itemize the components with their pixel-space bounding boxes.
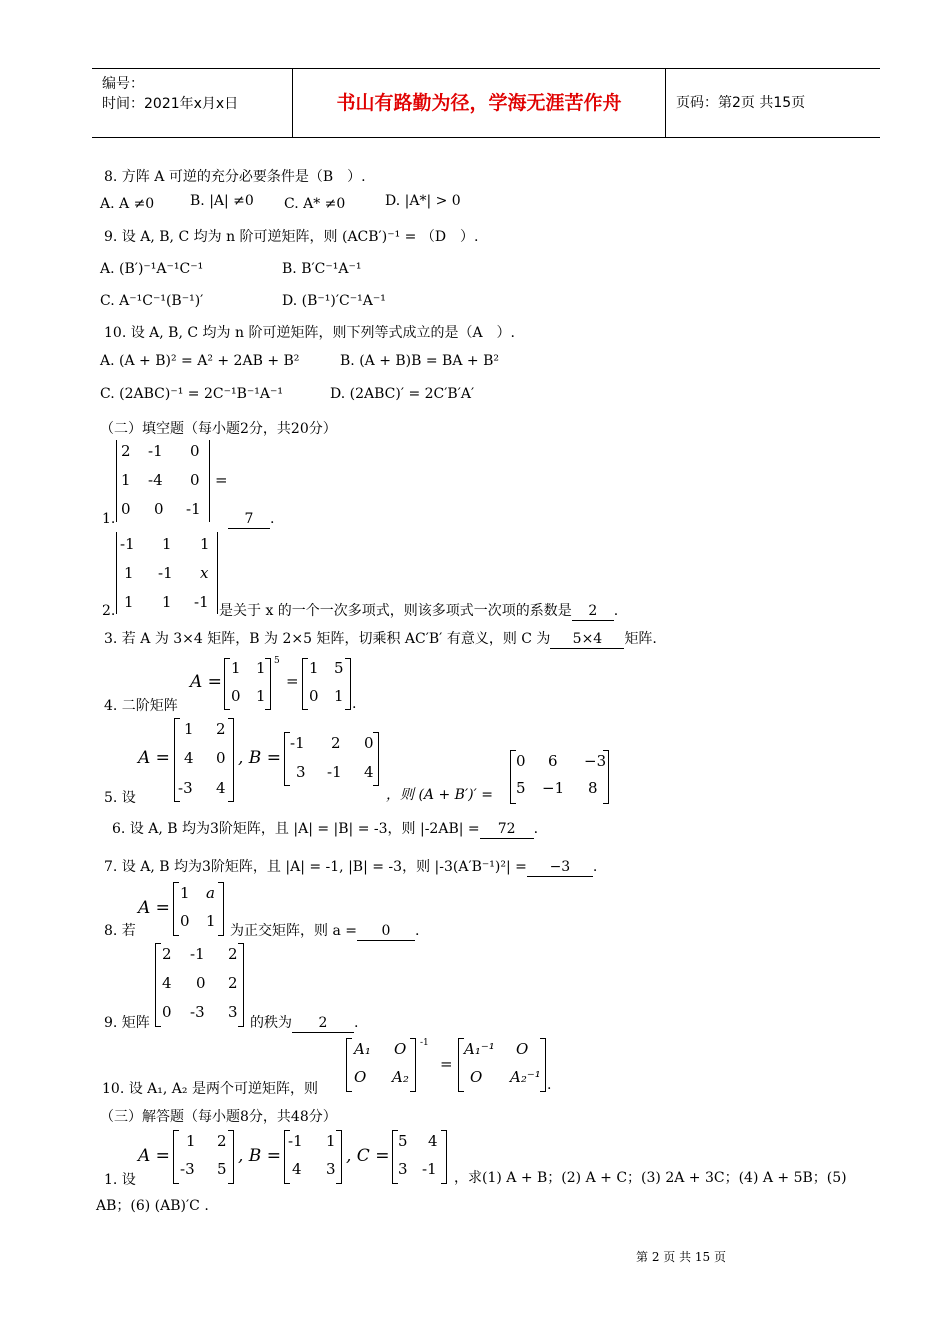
f2-number: 2. [102,603,116,619]
f8-bracket-left [173,882,179,936]
f2-cell: 1 [200,535,210,553]
f1-cell: 0 [154,500,164,518]
s1-b-cell: 1 [326,1132,336,1150]
s1-ask-continued: AB；(6) (AB)′C . [96,1198,209,1214]
q8-option-c: C. A* ≠0 [284,196,346,212]
f2-text: 是关于 x 的一个一次多项式，则该多项式一次项的系数是 [219,603,572,619]
f2-cell: 1 [162,535,172,553]
f5-r-cell: −3 [584,752,607,770]
f9-cell: 2 [162,945,172,963]
f4-cell: 1 [256,659,266,677]
f9-cell: -3 [190,1003,205,1021]
f8-cell: 1 [206,912,216,930]
f7-text: 7. 设 A, B 均为3阶矩阵，且 |A| = -1, |B| = -3，则 |-3(A′B⁻¹)²| = [104,859,527,875]
f8-text: 为正交矩阵，则 a = [230,923,357,939]
f3-answer: 5×4 [550,630,624,649]
f5-r-cell: 5 [516,779,526,797]
header-meta [92,69,293,137]
f5-a-cell: 1 [184,720,194,738]
f9-number: 9. 矩阵 [104,1015,150,1031]
s1-c-cell: 4 [428,1132,438,1150]
f8-cell: a [206,884,215,902]
f10-rhs-cell: A₁⁻¹ [464,1040,495,1058]
f10-inverse: -1 [420,1038,429,1048]
f2-cell: 1 [124,564,134,582]
q8-text: 8. 方阵 A 可逆的充分必要条件是（B ）. [104,169,366,185]
f5-r-cell: 8 [588,779,598,797]
f4-rhs-bracket-right [345,658,351,710]
f10-rhs-cell: O [516,1040,529,1058]
f6-text: 6. 设 A, B 均为3阶矩阵，且 |A| = |B| = -3，则 |-2AB| = [112,821,480,837]
f4-cell: 0 [231,687,241,705]
page-info: 页码：第2页 共15页 [676,95,806,111]
s1-b-cell: -1 [288,1132,303,1150]
f9-cell: 0 [196,974,206,992]
f10-bracket-right [410,1038,416,1092]
q10-option-b: B. (A + B)B = BA + B² [340,353,499,369]
f1-cell: 0 [190,471,200,489]
f10-cell: O [354,1068,367,1086]
f5-b-cell: 3 [296,763,306,781]
f2-cell: -1 [194,593,209,611]
s1-lhs-c: , C = [346,1146,390,1166]
s1-a-cell: -3 [180,1160,195,1178]
s1-a-cell: 1 [186,1132,196,1150]
s1-b-bracket-right [336,1130,342,1184]
q8-option-d: D. |A*| > 0 [385,193,461,209]
f4-cell: 1 [256,687,266,705]
q9-text: 9. 设 A, B, C 均为 n 阶可逆矩阵，则 (ACB′)⁻¹ = （D ）. [104,229,479,245]
f9-answer: 2 [292,1014,354,1033]
s1-lhs-b: , B = [238,1146,281,1166]
s1-c-cell: 5 [398,1132,408,1150]
f1-cell: -1 [186,500,201,518]
f8-answer: 0 [357,922,415,941]
f4-rhs-cell: 1 [309,659,319,677]
q9-option-c: C. A⁻¹C⁻¹(B⁻¹)′ [100,293,204,309]
f3-text-end: 矩阵. [624,631,657,647]
f5-b-cell: -1 [327,763,342,781]
f2-cell: -1 [120,535,135,553]
f2-cell: 1 [124,593,134,611]
f10-bracket-left [346,1038,352,1092]
f10-period: . [547,1077,552,1093]
f10-cell: A₂ [392,1068,409,1086]
f10-rhs-cell: O [470,1068,483,1086]
f4-period: . [352,696,357,712]
f9-cell: 2 [228,945,238,963]
f8-cell: 1 [180,884,190,902]
f1-cell: -4 [148,471,163,489]
s1-a-cell: 2 [217,1132,227,1150]
f5-a-cell: 0 [216,749,226,767]
f10-cell: O [394,1040,407,1058]
f4-bracket-right [265,658,271,710]
f9-text: 的秩为 [250,1015,292,1031]
f4-lhs: A = [190,672,222,692]
f3-line [104,630,657,649]
f6-line: 6. 设 A, B 均为3阶矩阵，且 |A| = |B| = -3，则 |-2AB| = 72 . [112,821,539,837]
f1-equals: = [215,471,228,489]
f5-lhs-a: A = [138,748,170,768]
s1-b-cell: 4 [292,1160,302,1178]
time-label: 时间：2021年x月x日 [102,96,239,112]
section-fill-in-heading: （二）填空题（每小题2分，共20分） [100,421,337,437]
f9-line: 的秩为 2 . [250,1015,359,1031]
q10-option-c: C. (2ABC)⁻¹ = 2C⁻¹B⁻¹A⁻¹ [100,386,283,402]
s1-b-cell: 3 [326,1160,336,1178]
f2-cell: 1 [162,593,172,611]
f5-a-cell: -3 [178,779,193,797]
f1-answer-line: 7 . [228,510,274,529]
f9-bracket-right [238,943,244,1027]
f4-rhs-cell: 5 [334,659,344,677]
s1-a-bracket-right [228,1130,234,1184]
f4-text: 4. 二阶矩阵 [104,698,178,714]
s1-a-bracket-left [173,1130,179,1184]
f2-cell: -1 [158,564,173,582]
f5-a-cell: 4 [216,779,226,797]
q10-option-a: A. (A + B)² = A² + 2AB + B² [100,353,300,369]
f5-b-cell: 0 [364,734,374,752]
f2-line: 是关于 x 的一个一次多项式，则该多项式一次项的系数是 2 . [219,603,619,619]
f9-cell: -1 [190,945,205,963]
f8-lhs: A = [138,898,170,918]
f4-equals: = [286,672,299,690]
section-solve-heading: （三）解答题（每小题8分，共48分） [100,1109,337,1125]
f5-b-bracket-right [373,732,379,786]
q10-option-d: D. (2ABC)′ = 2C′B′A′ [330,386,475,402]
f8-cell: 0 [180,912,190,930]
f9-cell: 3 [228,1003,238,1021]
q9-option-b: B. B′C⁻¹A⁻¹ [282,261,362,277]
number-label: 编号： [102,76,144,92]
f4-cell: 1 [231,659,241,677]
f6-answer: 72 [480,820,534,839]
f9-bracket-left [155,943,161,1027]
f5-lhs-b: , B = [238,748,281,768]
f4-rhs-cell: 0 [309,687,319,705]
f5-r-cell: 6 [548,752,558,770]
f5-b-cell: 4 [364,763,374,781]
f4-power: 5 [274,656,280,666]
f9-cell: 4 [162,974,172,992]
f9-cell: 0 [162,1003,172,1021]
f5-then: ，则 (A + B′)′ = [386,787,493,803]
f10-text: 10. 设 A₁, A₂ 是两个可逆矩阵，则 [102,1081,318,1097]
f9-cell: 2 [228,974,238,992]
f1-answer: 7 [228,510,270,529]
s1-lhs-a: A = [138,1146,170,1166]
s1-c-bracket-right [441,1130,447,1184]
f5-number: 5. 设 [104,790,136,806]
f1-cell: 2 [121,442,131,460]
page-header [92,68,880,138]
f5-a-cell: 2 [216,720,226,738]
f5-r-bracket-right [603,750,609,804]
q10-text: 10. 设 A, B, C 均为 n 阶可逆矩阵，则下列等式成立的是（A ）. [104,325,516,341]
f1-cell: 0 [190,442,200,460]
f5-a-bracket-right [228,718,234,802]
f8-number: 8. 若 [104,923,136,939]
q9-option-d: D. (B⁻¹)′C⁻¹A⁻¹ [282,293,386,309]
f5-b-cell: -1 [290,734,305,752]
f7-line: 7. 设 A, B 均为3阶矩阵，且 |A| = -1, |B| = -3，则 |-3(A′B⁻¹)²| = −3 . [104,859,598,875]
f10-cell: A₁ [354,1040,371,1058]
f5-a-cell: 4 [184,749,194,767]
f10-equals: = [440,1055,453,1073]
f1-cell: 1 [121,471,131,489]
f1-cell: 0 [121,500,131,518]
f1-cell: -1 [148,442,163,460]
f8-line: 为正交矩阵，则 a = 0 . [230,923,420,939]
s1-ask: ，求(1) A + B；(2) A + C；(3) 2A + 3C；(4) A + 5B；(5) [454,1170,847,1186]
s1-c-cell: -1 [422,1160,437,1178]
f3-text: 3. 若 A 为 3×4 矩阵，B 为 2×5 矩阵，切乘积 AC′B′ 有意义，则 C 为 [104,631,551,647]
f5-r-cell: −1 [542,779,565,797]
f4-rhs-cell: 1 [334,687,344,705]
f4-bracket-left [224,658,230,710]
f2-cell: x [200,564,209,582]
page-footer: 第 2 页 共 15 页 [636,1250,726,1264]
f2-answer: 2 [572,602,614,621]
f5-b-cell: 2 [331,734,341,752]
f8-bracket-right [218,882,224,936]
f5-r-cell: 0 [516,752,526,770]
f4-rhs-bracket-left [302,658,308,710]
f7-answer: −3 [527,858,593,877]
s1-a-cell: 5 [217,1160,227,1178]
s1-c-cell: 3 [398,1160,408,1178]
motto: 书山有路勤为径，学海无涯苦作舟 [293,69,666,137]
s1-number: 1. 设 [104,1172,136,1188]
q8-option-b: B. |A| ≠0 [190,193,254,209]
f10-rhs-bracket-right [540,1038,546,1092]
q9-option-a: A. (B′)⁻¹A⁻¹C⁻¹ [100,261,204,277]
f1-number: 1. [102,511,116,527]
f10-rhs-cell: A₂⁻¹ [510,1068,541,1086]
q8-option-a: A. A ≠0 [100,196,155,212]
